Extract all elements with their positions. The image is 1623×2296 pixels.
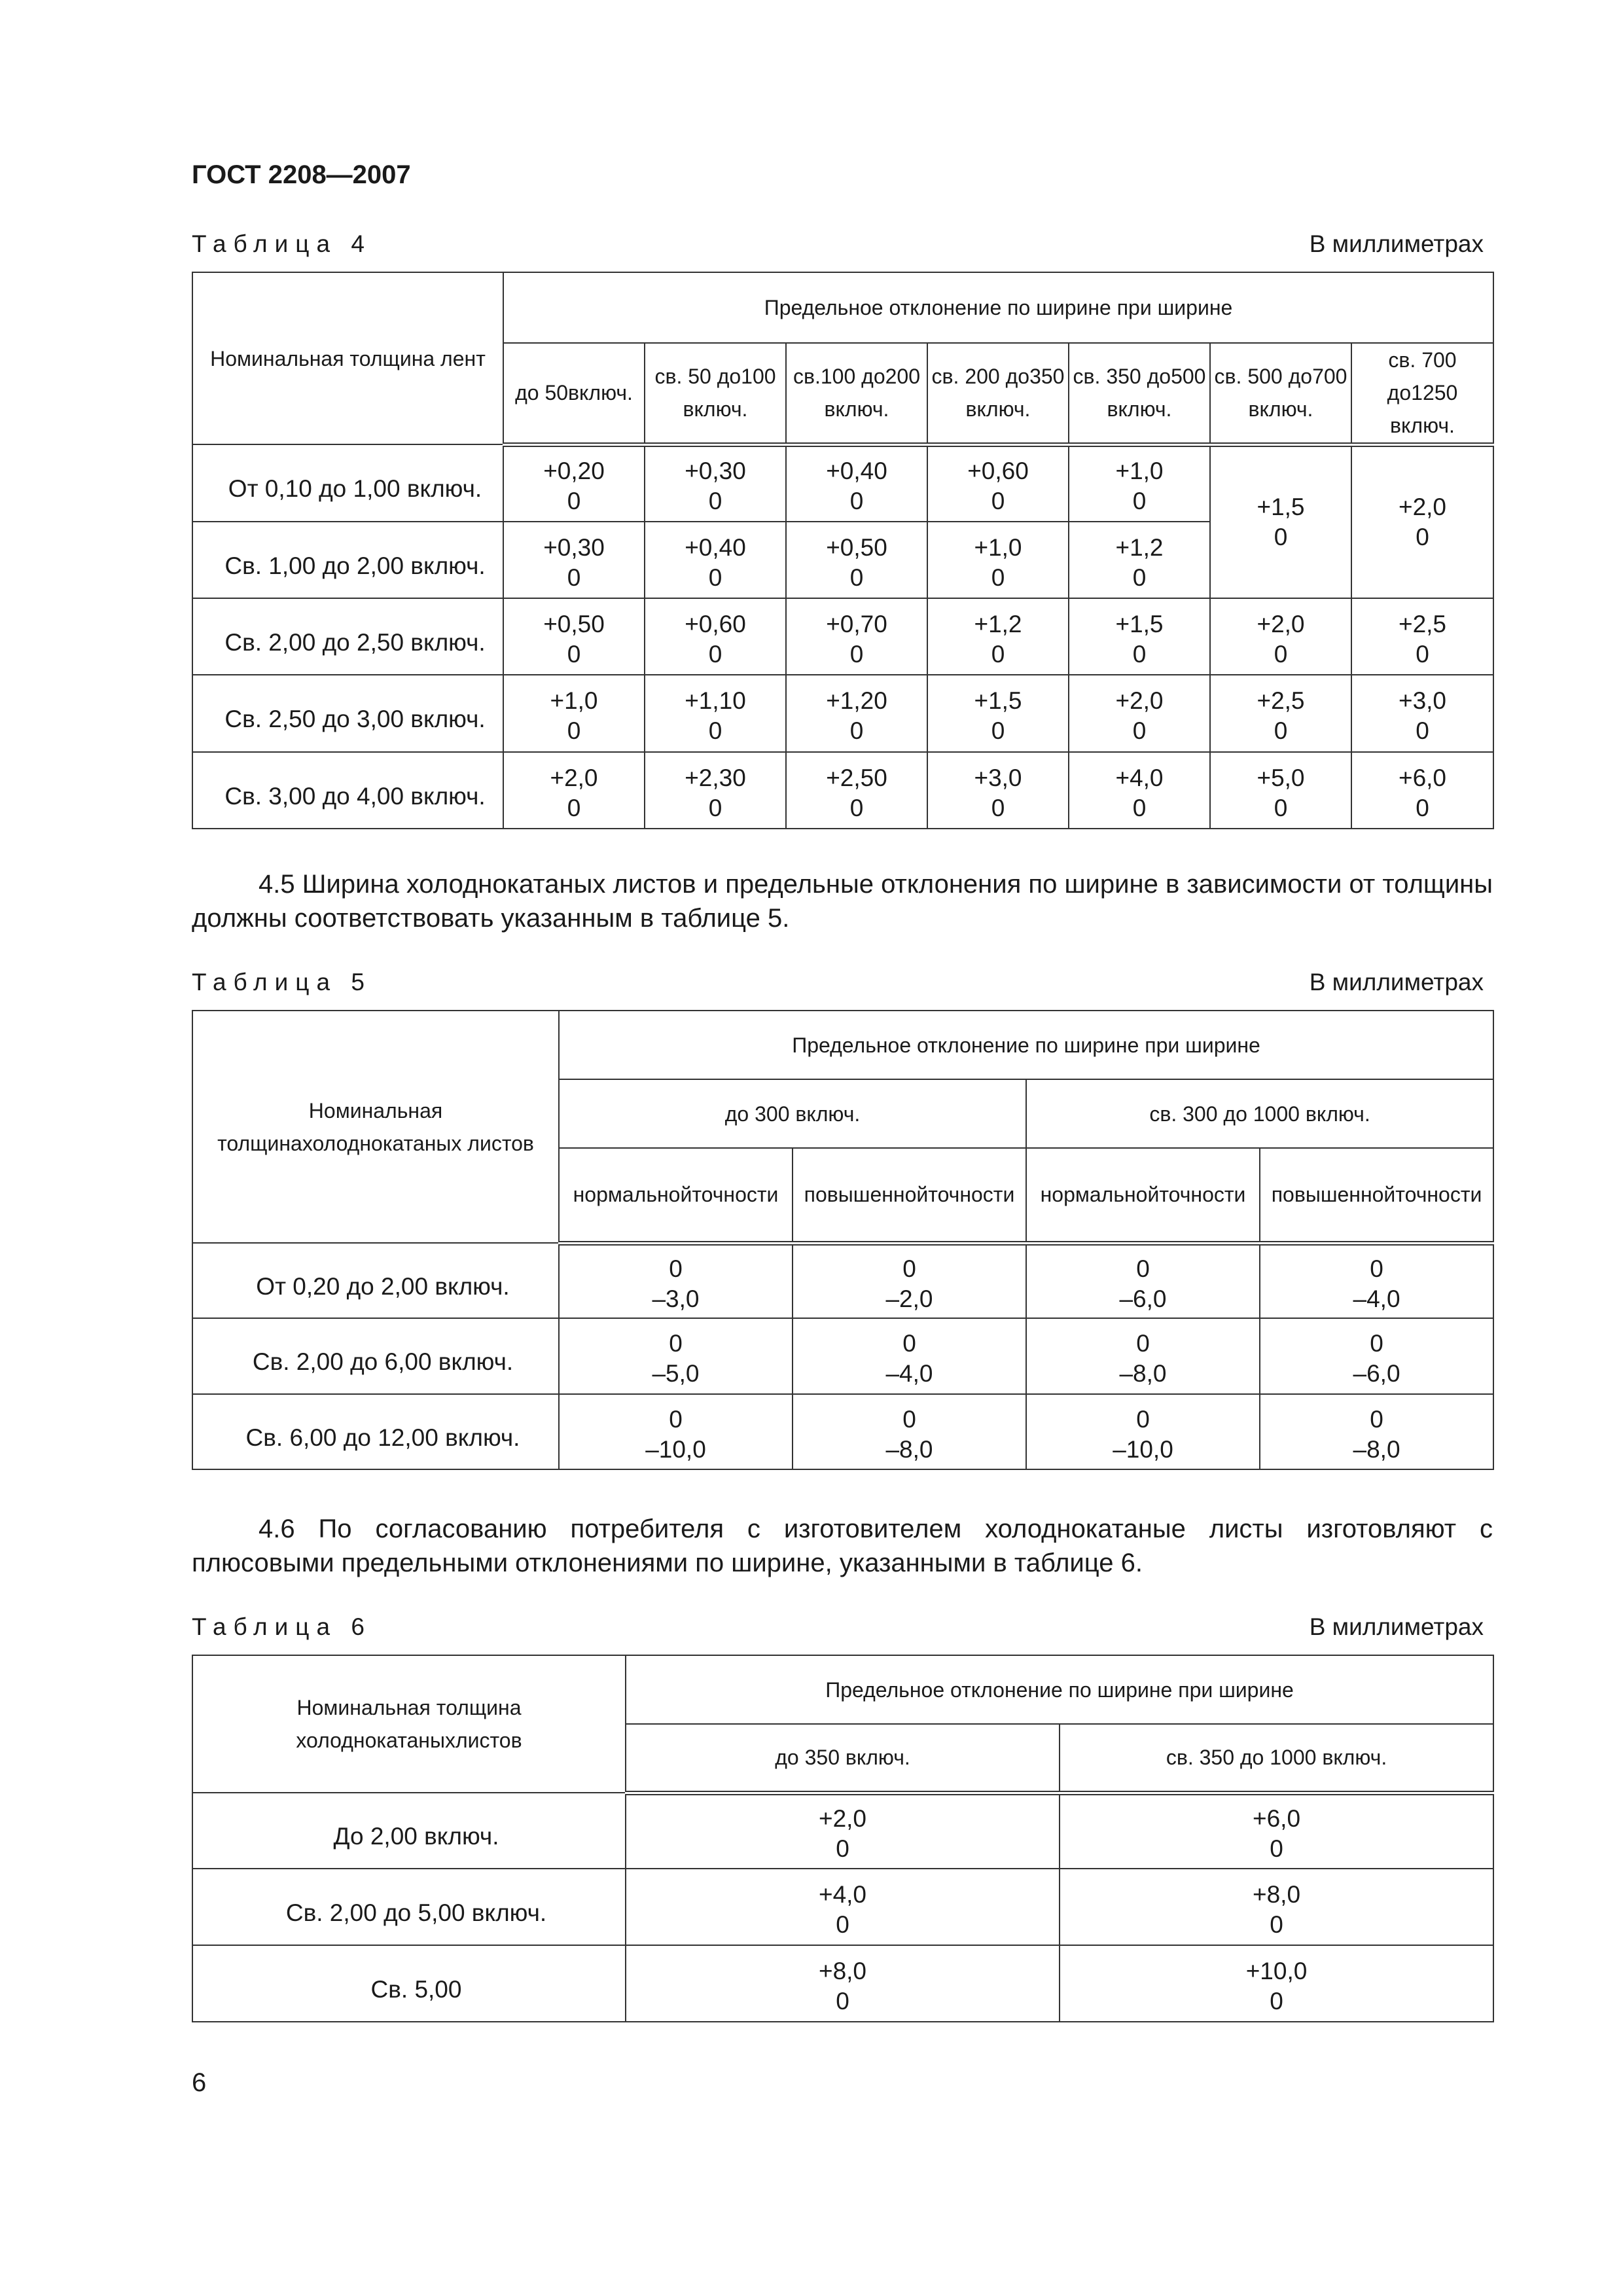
table-4-col-header: до 50включ.: [503, 343, 645, 444]
table-4-row-header: Номинальная толщина лент: [192, 272, 503, 444]
table-cell: 0 –6,0: [1026, 1243, 1260, 1318]
table-cell: +1,2 0: [927, 598, 1069, 675]
table-cell: +4,0 0: [626, 1869, 1060, 1945]
table-4-col-header: св. 350 до500 включ.: [1069, 343, 1210, 444]
table-5-subgroup-header: до 300 включ.: [559, 1079, 1026, 1148]
table-cell: +1,0 0: [1069, 444, 1210, 522]
table-6-caption: Таблица 6: [192, 1613, 372, 1640]
paragraph-4-5: [192, 867, 1493, 935]
table-4-col-header: св. 700 до1250 включ.: [1351, 343, 1493, 444]
table-6-group-header: Предельное отклонение по ширине при ширине: [626, 1655, 1493, 1724]
table-6: [192, 1655, 1494, 2022]
table-5-group-header: Предельное отклонение по ширине при ширине: [559, 1011, 1493, 1079]
table-cell-merged: +2,0 0: [1351, 444, 1493, 598]
paragraph-text: По согласованию потребителя с изготовителем холоднокатаные листы изготовляют с плюсовыми предельными отклонениями по ширине, указанными в таблице 6.: [192, 1515, 1493, 1577]
table-6-row-header: Номинальная толщина холоднокатаныхлистов: [192, 1655, 626, 1793]
table-row: [192, 675, 1493, 752]
table-6-col-header: св. 350 до 1000 включ.: [1060, 1724, 1493, 1793]
row-label: Св. 2,50 до 3,00 включ.: [192, 675, 503, 752]
table-cell: +2,30 0: [645, 752, 786, 829]
table-cell: +0,30 0: [645, 444, 786, 522]
table-cell: +0,40 0: [645, 522, 786, 598]
table-row: [192, 444, 1493, 522]
row-label: От 0,10 до 1,00 включ.: [192, 444, 503, 522]
table-row: [192, 1318, 1493, 1394]
table-5-unit: В миллиметрах: [1309, 969, 1484, 996]
table-cell-merged: +1,5 0: [1210, 444, 1351, 598]
table-cell: +6,0 0: [1060, 1793, 1493, 1869]
row-label: Св. 5,00: [192, 1945, 626, 2022]
table-cell: +5,0 0: [1210, 752, 1351, 829]
table-cell: +0,20 0: [503, 444, 645, 522]
table-cell: +1,0 0: [503, 675, 645, 752]
table-cell: +1,2 0: [1069, 522, 1210, 598]
table-cell: +1,0 0: [927, 522, 1069, 598]
table-cell: +3,0 0: [927, 752, 1069, 829]
table-cell: +2,0 0: [626, 1793, 1060, 1869]
table-cell: +0,60 0: [645, 598, 786, 675]
table-cell: +1,20 0: [786, 675, 927, 752]
table-cell: +10,0 0: [1060, 1945, 1493, 2022]
row-label: Св. 2,00 до 5,00 включ.: [192, 1869, 626, 1945]
document-title: ГОСТ 2208—2007: [192, 160, 411, 189]
table-cell: 0 –10,0: [1026, 1394, 1260, 1469]
table-4-col-header: св. 50 до100 включ.: [645, 343, 786, 444]
table-cell: +0,30 0: [503, 522, 645, 598]
table-cell: +2,0 0: [1069, 675, 1210, 752]
table-5-subgroup-header: св. 300 до 1000 включ.: [1026, 1079, 1493, 1148]
table-5-col-header: повышеннойточности: [793, 1148, 1026, 1243]
table-cell: 0 –2,0: [793, 1243, 1026, 1318]
table-cell: +8,0 0: [1060, 1869, 1493, 1945]
table-row: [192, 598, 1493, 675]
table-row: [192, 1793, 1493, 1869]
paragraph-number: 4.5: [259, 870, 295, 899]
table-row: [192, 1869, 1493, 1945]
table-cell: +2,5 0: [1351, 598, 1493, 675]
table-cell: +1,5 0: [927, 675, 1069, 752]
table-row: [192, 1394, 1493, 1469]
table-cell: +1,10 0: [645, 675, 786, 752]
table-cell: +3,0 0: [1351, 675, 1493, 752]
row-label: Св. 2,00 до 2,50 включ.: [192, 598, 503, 675]
table-cell: +2,50 0: [786, 752, 927, 829]
table-5-col-header: нормальнойточности: [559, 1148, 793, 1243]
table-cell: 0 –10,0: [559, 1394, 793, 1469]
table-4-group-header: Предельное отклонение по ширине при ширине: [503, 272, 1493, 343]
table-5: [192, 1010, 1494, 1470]
table-4-caption: Таблица 4: [192, 230, 372, 257]
table-5-caption: Таблица 5: [192, 969, 372, 996]
table-cell: 0 –8,0: [1026, 1318, 1260, 1394]
row-label: Св. 1,00 до 2,00 включ.: [192, 522, 503, 598]
table-cell: +6,0 0: [1351, 752, 1493, 829]
table-cell: +2,0 0: [503, 752, 645, 829]
table-4-col-header: св. 500 до700 включ.: [1210, 343, 1351, 444]
table-row: [192, 1945, 1493, 2022]
table-cell: +2,0 0: [1210, 598, 1351, 675]
table-cell: 0 –3,0: [559, 1243, 793, 1318]
table-cell: +8,0 0: [626, 1945, 1060, 2022]
table-4-unit: В миллиметрах: [1309, 230, 1484, 257]
table-4: [192, 272, 1494, 829]
table-cell: +0,50 0: [503, 598, 645, 675]
paragraph-4-6: [192, 1512, 1493, 1580]
page-number: 6: [192, 2068, 207, 2097]
table-cell: +4,0 0: [1069, 752, 1210, 829]
table-6-unit: В миллиметрах: [1309, 1613, 1484, 1640]
table-5-col-header: повышеннойточности: [1260, 1148, 1493, 1243]
row-label: От 0,20 до 2,00 включ.: [192, 1243, 559, 1318]
table-5-row-header: Номинальная толщинахолоднокатаных листов: [192, 1011, 559, 1243]
table-cell: +1,5 0: [1069, 598, 1210, 675]
table-cell: +0,70 0: [786, 598, 927, 675]
table-4-col-header: св.100 до200 включ.: [786, 343, 927, 444]
table-cell: +0,50 0: [786, 522, 927, 598]
table-cell: 0 –4,0: [793, 1318, 1026, 1394]
paragraph-number: 4.6: [259, 1515, 295, 1543]
table-cell: 0 –5,0: [559, 1318, 793, 1394]
table-cell: +0,40 0: [786, 444, 927, 522]
row-label: Св. 2,00 до 6,00 включ.: [192, 1318, 559, 1394]
table-cell: 0 –8,0: [1260, 1394, 1493, 1469]
row-label: До 2,00 включ.: [192, 1793, 626, 1869]
table-cell: 0 –8,0: [793, 1394, 1026, 1469]
table-cell: 0 –6,0: [1260, 1318, 1493, 1394]
table-row: [192, 1243, 1493, 1318]
table-cell: 0 –4,0: [1260, 1243, 1493, 1318]
table-6-col-header: до 350 включ.: [626, 1724, 1060, 1793]
table-5-col-header: нормальнойточности: [1026, 1148, 1260, 1243]
table-cell: +0,60 0: [927, 444, 1069, 522]
row-label: Св. 3,00 до 4,00 включ.: [192, 752, 503, 829]
table-row: [192, 752, 1493, 829]
paragraph-text: Ширина холоднокатаных листов и предельные отклонения по ширине в зависимости от толщины должны соответствовать указанным в таблице 5.: [192, 870, 1493, 933]
row-label: Св. 6,00 до 12,00 включ.: [192, 1394, 559, 1469]
table-cell: +2,5 0: [1210, 675, 1351, 752]
table-4-col-header: св. 200 до350 включ.: [927, 343, 1069, 444]
